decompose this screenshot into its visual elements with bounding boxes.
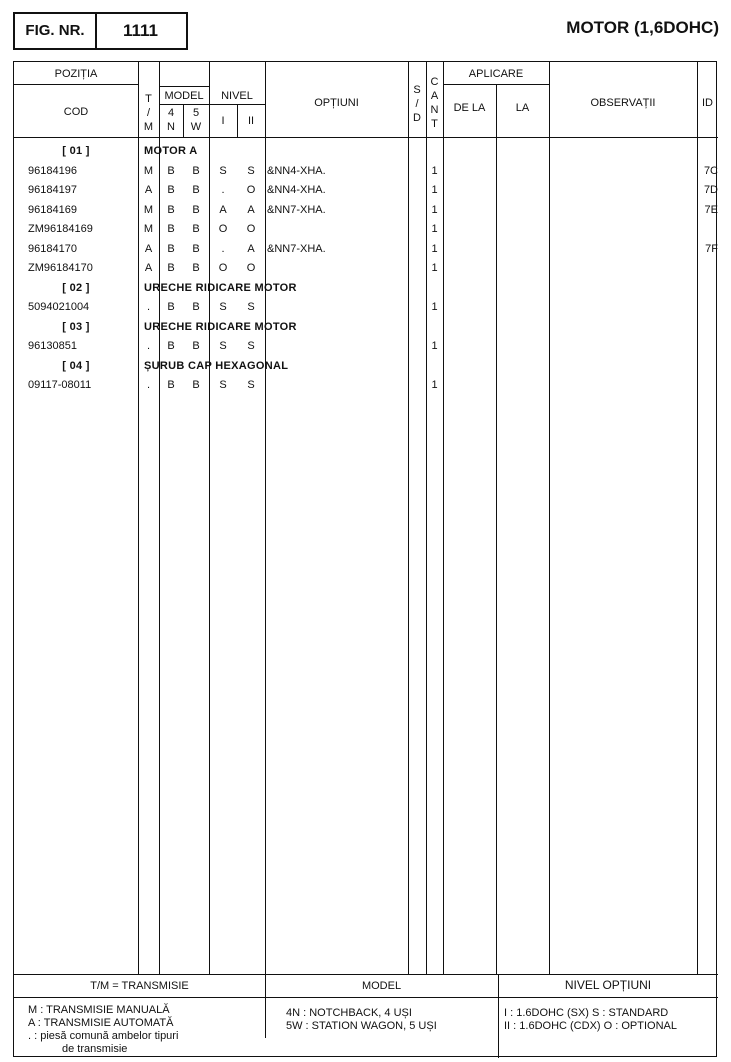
part-id: 7D — [703, 184, 718, 196]
part-id: 7C — [703, 164, 718, 177]
part-options: &NN7-XHA. — [267, 242, 326, 255]
part-options: &NN4-XHA. — [267, 184, 326, 196]
col-nivel-ii: II — [247, 115, 255, 127]
legend-tm-line: A : TRANSMISIE AUTOMATĂ — [28, 1017, 174, 1029]
legend-tm-line: M : TRANSMISIE MANUALĂ — [28, 1004, 170, 1016]
part-model-4n: B — [167, 262, 175, 274]
col-cant-t: T — [431, 118, 438, 130]
legend-nivel-line: II : 1.6DOHC (CDX) O : OPTIONAL — [504, 1020, 677, 1032]
part-code: 5094021004 — [28, 301, 90, 313]
part-transmission: . — [146, 379, 151, 391]
part-quantity: 1 — [431, 164, 438, 177]
part-quantity: 1 — [431, 184, 438, 196]
col-model-w: W — [190, 121, 202, 133]
col-sd-slash: / — [415, 98, 419, 110]
col-nivel-i: I — [221, 115, 225, 127]
legend-model-title: MODEL — [361, 980, 402, 992]
legend-nivel-title: NIVEL OPȚIUNI — [564, 978, 652, 992]
part-model-5w: B — [192, 223, 200, 235]
col-model-n: N — [167, 121, 175, 133]
section-position: [ 03 ] — [62, 320, 90, 333]
part-options: &NN7-XHA. — [267, 203, 326, 216]
col-cant-c: C — [430, 76, 439, 88]
part-level-ii: S — [247, 340, 255, 352]
part-transmission: . — [146, 301, 151, 313]
part-level-i: A — [219, 203, 227, 216]
col-pozitia: POZIȚIA — [54, 68, 98, 80]
part-transmission: A — [144, 184, 153, 196]
legend-tm-line: de transmisie — [62, 1043, 128, 1055]
part-model-5w: B — [192, 184, 200, 196]
part-level-ii: O — [246, 223, 256, 235]
part-level-ii: A — [247, 242, 255, 255]
figure-label: FIG. NR. — [15, 14, 97, 48]
part-model-4n: B — [167, 203, 175, 216]
section-position: [ 02 ] — [62, 281, 90, 294]
col-model-4: 4 — [167, 107, 175, 119]
part-level-ii: S — [247, 379, 255, 391]
page-title: MOTOR (1,6DOHC) — [566, 18, 719, 37]
legend-model-line: 5W : STATION WAGON, 5 UȘI — [286, 1020, 437, 1032]
part-code: ZM96184170 — [28, 262, 93, 274]
part-code: 96184170 — [28, 242, 77, 255]
legend-model-line: 4N : NOTCHBACK, 4 UȘI — [286, 1007, 412, 1019]
legend-nivel-line: I : 1.6DOHC (SX) S : STANDARD — [504, 1007, 669, 1019]
section-title: URECHE RIDICARE MOTOR — [144, 281, 297, 294]
col-de-la: DE LA — [453, 102, 486, 114]
col-tm-slash: / — [146, 107, 151, 119]
part-code: 96184196 — [28, 164, 77, 177]
col-observatii: OBSERVAȚII — [590, 97, 656, 109]
section-title: MOTOR A — [144, 145, 198, 157]
part-level-i: . — [221, 184, 225, 196]
legend-tm-line: . : piesă comună ambelor tipuri — [28, 1030, 179, 1042]
part-model-5w: B — [192, 242, 200, 255]
parts-table — [13, 61, 717, 1057]
col-sd-d: D — [413, 112, 421, 124]
part-options: &NN4-XHA. — [267, 164, 326, 177]
part-model-5w: B — [192, 203, 200, 216]
col-cant-n: N — [430, 104, 439, 116]
part-level-i: O — [218, 262, 228, 274]
legend-tm-title: T/M = TRANSMISIE — [90, 980, 189, 992]
part-code: 96184169 — [28, 203, 77, 216]
part-level-ii: O — [246, 262, 256, 274]
part-quantity: 1 — [431, 223, 438, 235]
part-code: ZM96184169 — [28, 223, 93, 235]
part-quantity: 1 — [431, 301, 438, 313]
part-level-i: O — [218, 223, 228, 235]
col-sd-s: S — [413, 84, 421, 96]
part-model-4n: B — [167, 223, 175, 235]
col-nivel: NIVEL — [221, 90, 253, 102]
part-transmission: A — [144, 242, 153, 255]
part-level-ii: A — [247, 203, 255, 216]
part-model-4n: B — [167, 379, 175, 391]
part-model-4n: B — [167, 184, 175, 196]
part-code: 96130851 — [28, 340, 77, 352]
col-la: LA — [515, 102, 530, 114]
part-model-4n: B — [167, 242, 175, 255]
part-transmission: . — [146, 340, 151, 352]
part-id: 7F — [705, 242, 718, 255]
part-model-4n: B — [167, 301, 175, 313]
part-transmission: M — [143, 164, 154, 177]
part-transmission: M — [143, 223, 154, 235]
part-transmission: M — [143, 203, 154, 216]
section-title: ȘURUB CAP HEXAGONAL — [144, 359, 289, 372]
part-level-i: S — [219, 301, 227, 313]
col-cant-a: A — [430, 90, 439, 102]
part-quantity: 1 — [431, 262, 438, 274]
part-model-4n: B — [167, 164, 175, 177]
part-model-4n: B — [167, 340, 175, 352]
part-id: 7E — [704, 203, 718, 216]
section-position: [ 04 ] — [62, 359, 90, 372]
part-level-ii: S — [247, 301, 255, 313]
col-tm-t: T — [145, 93, 152, 105]
figure-number: 1111 — [122, 21, 158, 40]
part-level-ii: S — [247, 164, 255, 177]
col-tm-m: M — [143, 121, 154, 133]
part-model-5w: B — [192, 301, 200, 313]
col-id: ID — [702, 97, 713, 109]
col-cod: COD — [63, 106, 89, 118]
part-quantity: 1 — [431, 203, 438, 216]
part-model-5w: B — [192, 340, 200, 352]
part-quantity: 1 — [431, 340, 438, 352]
part-model-5w: B — [192, 262, 200, 274]
part-code: 96184197 — [28, 184, 77, 196]
col-model: MODEL — [164, 90, 204, 102]
part-level-i: S — [219, 379, 227, 391]
col-model-5: 5 — [192, 107, 200, 119]
col-optiuni: OPȚIUNI — [314, 97, 359, 109]
part-quantity: 1 — [431, 242, 438, 255]
figure-number-box — [13, 12, 188, 50]
part-level-i: . — [221, 242, 225, 255]
part-level-i: S — [219, 340, 227, 352]
part-transmission: A — [144, 262, 153, 274]
section-title: URECHE RIDICARE MOTOR — [144, 320, 297, 333]
part-model-5w: B — [192, 379, 200, 391]
part-level-ii: O — [246, 184, 256, 196]
col-aplicare: APLICARE — [468, 68, 524, 80]
section-position: [ 01 ] — [62, 145, 90, 157]
part-level-i: S — [219, 164, 227, 177]
part-code: 09117-08011 — [28, 379, 92, 391]
part-model-5w: B — [192, 164, 200, 177]
part-quantity: 1 — [431, 379, 438, 391]
